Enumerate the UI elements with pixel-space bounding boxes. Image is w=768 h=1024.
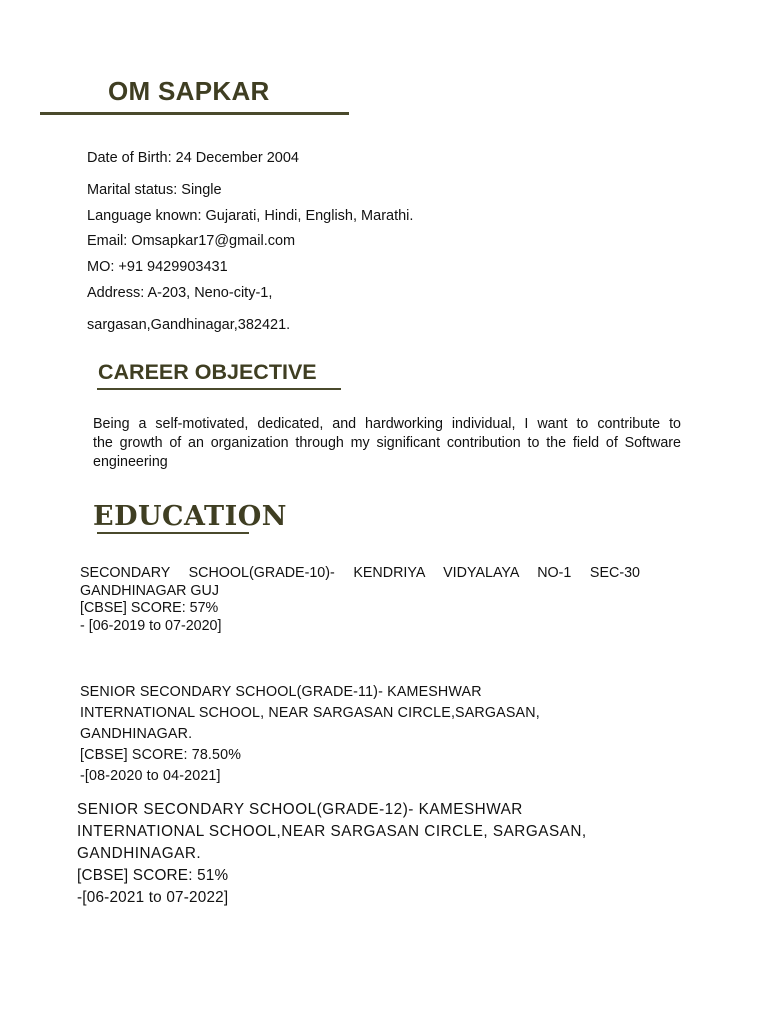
education-period: -[08-2020 to 04-2021]: [80, 768, 221, 784]
career-objective-heading: CAREER OBJECTIVE: [98, 360, 317, 384]
education-score: [CBSE] SCORE: 51%: [77, 867, 229, 884]
objective-line: the growth of an organization through my significant contribution to the field of Software: [93, 435, 681, 451]
education-line: INTERNATIONAL SCHOOL,NEAR SARGASAN CIRCLE, SARGASAN,: [77, 823, 587, 840]
education-entry-grade-11: [80, 682, 540, 787]
education-period: - [06-2019 to 07-2020]: [80, 617, 222, 634]
education-line: INTERNATIONAL SCHOOL, NEAR SARGASAN CIRCLE,SARGASAN,: [80, 705, 540, 721]
education-period: -[06-2021 to 07-2022]: [77, 889, 229, 906]
education-line: GANDHINAGAR.: [77, 845, 202, 862]
education-line: SECONDARY SCHOOL(GRADE-10)- KENDRIYA VIDYALAYA NO-1 SEC-30: [80, 565, 640, 581]
career-objective-underline: [97, 388, 341, 390]
education-line: SENIOR SECONDARY SCHOOL(GRADE-11)- KAMESHWAR: [80, 684, 482, 700]
education-entry-grade-10: [80, 565, 640, 635]
education-underline: [97, 532, 249, 534]
education-score: [CBSE] SCORE: 57%: [80, 600, 219, 616]
name-underline: [40, 112, 349, 115]
address-line-1: Address: A-203, Neno-city-1,: [87, 285, 273, 301]
objective-line: Being a self-motivated, dedicated, and hardworking individual, I want to contribute to: [93, 416, 681, 432]
email: Email: Omsapkar17@gmail.com: [87, 233, 296, 249]
career-objective-text: [93, 415, 681, 472]
date-of-birth: Date of Birth: 24 December 2004: [87, 150, 299, 166]
education-entry-grade-12: [77, 799, 587, 909]
languages-known: Language known: Gujarati, Hindi, English, Marathi.: [87, 208, 414, 224]
resume-name: OM SAPKAR: [108, 76, 270, 106]
education-line: GANDHINAGAR GUJ: [80, 582, 220, 599]
education-heading: EDUCATION: [93, 501, 287, 532]
objective-line: engineering: [93, 454, 168, 470]
address-line-2: sargasan,Gandhinagar,382421.: [87, 317, 291, 333]
education-line: SENIOR SECONDARY SCHOOL(GRADE-12)- KAMESHWAR: [77, 801, 523, 818]
mobile-number: MO: +91 9429903431: [87, 259, 228, 275]
education-score: [CBSE] SCORE: 78.50%: [80, 747, 242, 763]
education-line: GANDHINAGAR.: [80, 726, 193, 742]
marital-status: Marital status: Single: [87, 182, 222, 198]
